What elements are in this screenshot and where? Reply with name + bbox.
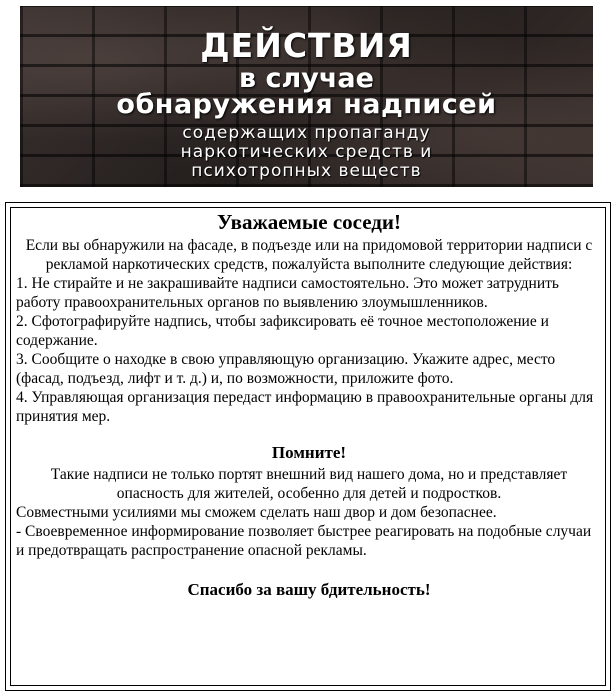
remember-text: Такие надписи не только портят внешний вид нашего дома, но и представляет опасность для жителей, особенно для детей и подростков. [50, 466, 568, 502]
notice-step-3: 3. Сообщите о находке в свою управляющую организацию. Укажите адрес, место (фасад, подъезд, лифт и т. д.) и, по возможности, приложите фото. [16, 351, 556, 387]
banner-subtitle-3: психотропных веществ [191, 161, 422, 181]
notice-step-2: 2. Сфотографируйте надпись, чтобы зафиксировать её точное местоположение и содержание. [16, 313, 549, 349]
notice-intro: Если вы обнаружили на фасаде, в подъезде или на придомовой территории надписи с рекламой наркотических средств, пожалуйста выполните следующие действия: [25, 237, 593, 273]
notice-heading: Уважаемые соседи! [216, 210, 401, 234]
together-text: Совместными усилиями мы сможем сделать наш двор и дом безопаснее. [16, 504, 497, 521]
timely-text: - Своевременное информирование позволяет быстрее реагировать на подобные случаи и предотвращать распространение опасной рекламы. [16, 523, 592, 559]
banner-line-3: обнаружения надписей [116, 89, 497, 120]
notice-step-4: 4. Управляющая организация передаст информацию в правоохранительные органы для принятия мер. [16, 389, 594, 425]
banner-line-2: в случае [239, 63, 374, 94]
header-banner [20, 6, 593, 187]
thanks-text: Спасибо за вашу бдительность! [187, 580, 431, 599]
spacer [16, 426, 602, 441]
notice-step-1: 1. Не стирайте и не закрашивайте надписи самостоятельно. Это может затруднить работу правоохранительных органов по выявлению злоумышленников. [16, 275, 559, 311]
notice-frame [5, 202, 611, 691]
banner-subtitle-2: наркотических средств и [180, 142, 433, 162]
notice-content [16, 210, 602, 601]
remember-title: Помните! [271, 443, 347, 462]
banner-subtitle-1: содержащих пропаганду [182, 123, 431, 143]
banner-title: ДЕЙСТВИЯ [200, 26, 413, 65]
